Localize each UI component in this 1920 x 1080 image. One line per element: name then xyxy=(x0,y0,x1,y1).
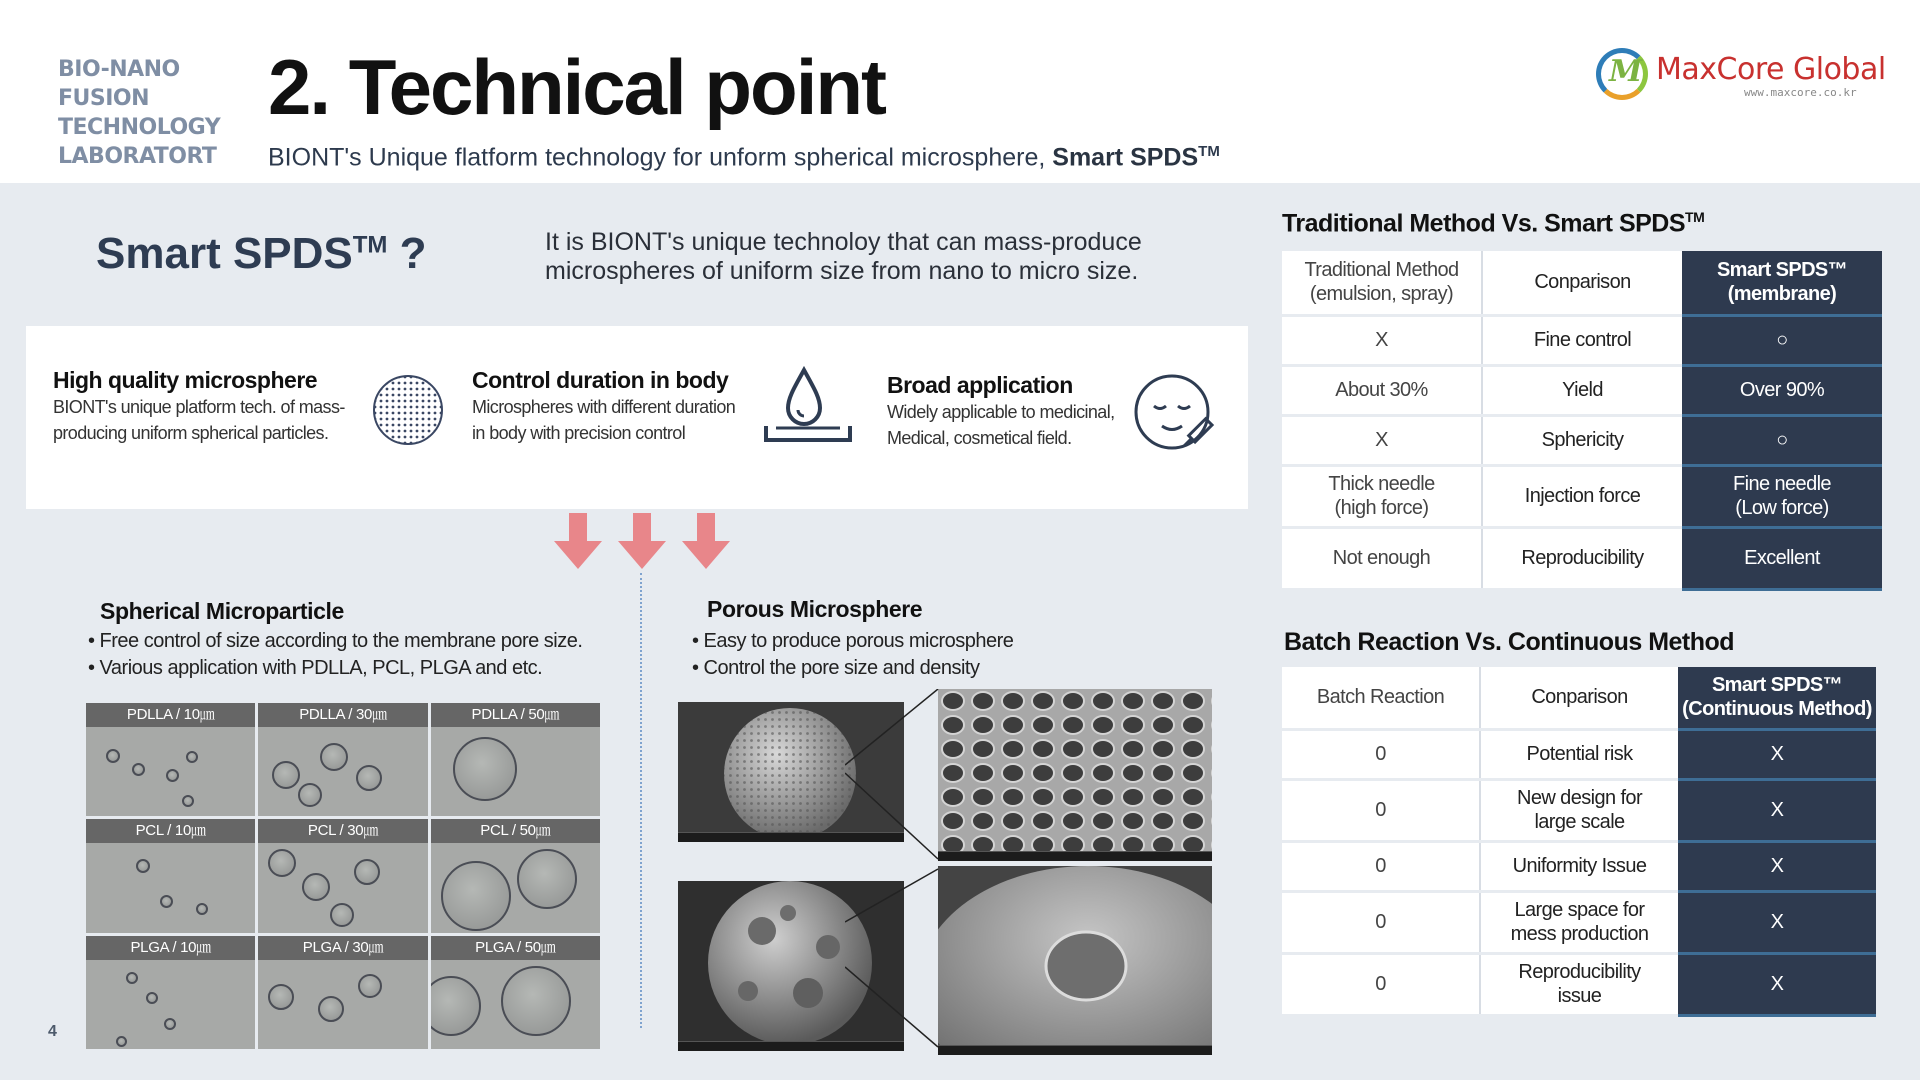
particle xyxy=(166,769,179,782)
table-cell: Not enough xyxy=(1282,527,1482,589)
table-cell: 0 xyxy=(1282,779,1480,841)
down-arrows xyxy=(548,513,738,573)
feature-text: producing uniform spherical particles. xyxy=(53,423,329,443)
particle xyxy=(182,795,194,807)
feature-text: BIONT's unique platform tech. of mass- xyxy=(53,397,345,417)
table-row xyxy=(1282,841,1876,891)
micrograph-label: PLGA / 10㎛ xyxy=(86,936,255,960)
particle xyxy=(146,992,158,1004)
slide-body xyxy=(0,183,1920,1080)
particle xyxy=(132,763,145,776)
table-cell: Yield xyxy=(1482,365,1682,415)
down-arrow-icon xyxy=(552,513,604,571)
micrograph-cell xyxy=(258,819,427,932)
micrograph-cell xyxy=(86,936,255,1049)
table-header-row xyxy=(1282,251,1882,315)
down-arrow-icon xyxy=(680,513,732,571)
page-number: 4 xyxy=(48,1023,57,1040)
smart-spds-description: It is BIONT's unique technoloy that can mass-produce microspheres of uniform size from nano to micro size. xyxy=(545,228,1142,285)
particle xyxy=(272,761,300,789)
table-cell: 0 xyxy=(1282,841,1480,891)
particle xyxy=(126,972,138,984)
table-cell: Traditional Method (emulsion, spray) xyxy=(1282,251,1482,315)
particle xyxy=(164,1018,176,1030)
batch-vs-continuous-table xyxy=(1282,667,1876,1017)
table-cell: Reproducibility xyxy=(1482,527,1682,589)
micrograph-grid xyxy=(86,703,600,1049)
table1-title-text: Traditional Method Vs. Smart SPDS xyxy=(1282,209,1686,238)
table-header-row xyxy=(1282,667,1876,729)
table-cell: Batch Reaction xyxy=(1282,667,1480,729)
table-cell: Potential risk xyxy=(1480,729,1678,779)
table-row xyxy=(1282,891,1876,953)
table-cell: Fine control xyxy=(1482,315,1682,365)
table-cell: Injection force xyxy=(1482,465,1682,527)
table-cell: New design for large scale xyxy=(1480,779,1678,841)
particle xyxy=(320,743,348,771)
micrograph-label: PCL / 10㎛ xyxy=(86,819,255,843)
feature-title: Broad application xyxy=(887,372,1073,398)
surface-closeup-illustration xyxy=(938,866,1212,1055)
particle xyxy=(318,996,344,1022)
micrograph-label: PDLLA / 30㎛ xyxy=(258,703,427,727)
micrograph-label: PLGA / 50㎛ xyxy=(431,936,600,960)
particle xyxy=(116,1036,127,1047)
particle xyxy=(268,984,294,1010)
table-cell: Sphericity xyxy=(1482,415,1682,465)
sem-image-pore-closeup xyxy=(938,689,1212,861)
feature-title: High quality microsphere xyxy=(53,367,318,393)
logo-mark: M xyxy=(1609,54,1643,89)
particle xyxy=(453,737,517,801)
table-row xyxy=(1282,953,1876,1015)
feature-text: Medical, cosmetical field. xyxy=(887,428,1072,448)
table-cell: X xyxy=(1678,729,1876,779)
table-cell: Fine needle (Low force) xyxy=(1682,465,1882,527)
micrograph-cell xyxy=(431,936,600,1049)
sem-info-bar xyxy=(938,1045,1212,1055)
table-cell: Over 90% xyxy=(1682,365,1882,415)
table-row xyxy=(1282,365,1882,415)
micrograph-label: PCL / 50㎛ xyxy=(431,819,600,843)
subtitle-text: BIONT's Unique flatform technology for unform spherical microsphere, xyxy=(268,143,1053,172)
porous-title: Porous Microsphere xyxy=(707,596,923,622)
particle xyxy=(354,859,380,885)
table-cell: ○ xyxy=(1682,315,1882,365)
table-cell: Large space for mess production xyxy=(1480,891,1678,953)
micrograph-cell xyxy=(86,819,255,932)
subtitle-brand: Smart SPDS xyxy=(1052,143,1199,172)
feature-text: in body with precision control xyxy=(472,423,686,443)
micrograph-cell xyxy=(431,819,600,932)
lab-name xyxy=(58,55,248,171)
particle xyxy=(106,749,120,763)
table-cell: 0 xyxy=(1282,891,1480,953)
table-cell: X xyxy=(1678,779,1876,841)
particle xyxy=(136,859,150,873)
subtitle-tm: TM xyxy=(1198,143,1220,160)
porous-bullet: • Control the pore size and density xyxy=(692,657,980,679)
pore-surface-illustration xyxy=(938,689,1212,861)
particle xyxy=(268,849,296,877)
smart-spds-heading xyxy=(96,229,427,279)
zoom-lines xyxy=(845,689,945,1049)
table-cell: Conparison xyxy=(1482,251,1682,315)
feature-text: Widely applicable to medicinal, xyxy=(887,402,1115,422)
table-cell: X xyxy=(1282,315,1482,365)
table-cell: X xyxy=(1282,415,1482,465)
feature-title: Control duration in body xyxy=(472,367,729,393)
face-syringe-icon xyxy=(1132,368,1222,458)
feature-control-duration xyxy=(472,366,772,446)
micrograph-cell xyxy=(431,703,600,816)
micrograph-label: PDLLA / 50㎛ xyxy=(431,703,600,727)
table-cell: X xyxy=(1678,841,1876,891)
drop-dish-icon xyxy=(758,366,858,448)
table-row xyxy=(1282,779,1876,841)
particle xyxy=(302,873,330,901)
particle xyxy=(501,966,571,1036)
feature-text: Microspheres with different duration xyxy=(472,397,736,417)
lab-line: TECHNOLOGY xyxy=(58,115,221,140)
table-row xyxy=(1282,465,1882,527)
section-divider xyxy=(640,573,642,1028)
maxcore-logo xyxy=(1596,48,1896,108)
lab-line: FUSION xyxy=(58,86,150,111)
particle xyxy=(298,783,322,807)
slide-subtitle xyxy=(268,137,1220,172)
smart-title-text: Smart SPDS xyxy=(96,229,353,278)
feature-high-quality xyxy=(53,366,383,446)
particle xyxy=(517,849,577,909)
particle xyxy=(196,903,208,915)
down-arrow-icon xyxy=(616,513,668,571)
particle xyxy=(160,895,173,908)
slide-header xyxy=(0,0,1920,183)
micrograph-label: PDLLA / 10㎛ xyxy=(86,703,255,727)
table-cell: 0 xyxy=(1282,729,1480,779)
table-row xyxy=(1282,415,1882,465)
table-row xyxy=(1282,729,1876,779)
table-cell: Smart SPDS™ (membrane) xyxy=(1682,251,1882,315)
micrograph-label: PCL / 30㎛ xyxy=(258,819,427,843)
table-cell: Reproducibility issue xyxy=(1480,953,1678,1015)
sem-image-surface-closeup xyxy=(938,866,1212,1055)
spherical-title: Spherical Microparticle xyxy=(100,598,344,624)
slide-title: 2. Technical point xyxy=(268,43,885,131)
feature-panel xyxy=(26,326,1248,509)
porous-bullet: • Easy to produce porous microsphere xyxy=(692,630,1014,652)
smart-title-tm: TM xyxy=(352,231,388,259)
particle xyxy=(441,861,511,931)
dotted-sphere-icon xyxy=(372,374,444,446)
table-cell: Thick needle (high force) xyxy=(1282,465,1482,527)
table-cell: 0 xyxy=(1282,953,1480,1015)
smart-title-q: ? xyxy=(387,229,427,278)
particle xyxy=(356,765,382,791)
feature-broad-application xyxy=(887,371,1157,451)
logo-name: MaxCore Global xyxy=(1656,52,1886,87)
traditional-vs-smart-table xyxy=(1282,251,1882,591)
table-cell: X xyxy=(1678,953,1876,1015)
table-cell: Excellent xyxy=(1682,527,1882,589)
particle xyxy=(431,976,481,1036)
table-row xyxy=(1282,527,1882,589)
lab-line: LABORATORT xyxy=(58,144,217,169)
spherical-bullet: • Free control of size according to the membrane pore size. xyxy=(88,630,583,652)
table1-title xyxy=(1282,209,1704,238)
table1-title-tm: TM xyxy=(1685,209,1705,225)
particle xyxy=(358,974,382,998)
micrograph-cell xyxy=(258,703,427,816)
table-cell: X xyxy=(1678,891,1876,953)
table-cell: Uniformity Issue xyxy=(1480,841,1678,891)
spherical-bullet: • Various application with PDLLA, PCL, PLGA and etc. xyxy=(88,657,543,679)
logo-url: www.maxcore.co.kr xyxy=(1744,86,1857,99)
micrograph-cell xyxy=(86,703,255,816)
lab-line: BIO-NANO xyxy=(58,57,180,82)
micrograph-label: PLGA / 30㎛ xyxy=(258,936,427,960)
table-row xyxy=(1282,315,1882,365)
table-cell: About 30% xyxy=(1282,365,1482,415)
table-cell: Conparison xyxy=(1480,667,1678,729)
particle xyxy=(330,903,354,927)
table2-title: Batch Reaction Vs. Continuous Method xyxy=(1284,628,1735,656)
table-cell: Smart SPDS™ (Continuous Method) xyxy=(1678,667,1876,729)
micrograph-cell xyxy=(258,936,427,1049)
sem-info-bar xyxy=(938,851,1212,861)
particle xyxy=(186,751,198,763)
table-cell: ○ xyxy=(1682,415,1882,465)
